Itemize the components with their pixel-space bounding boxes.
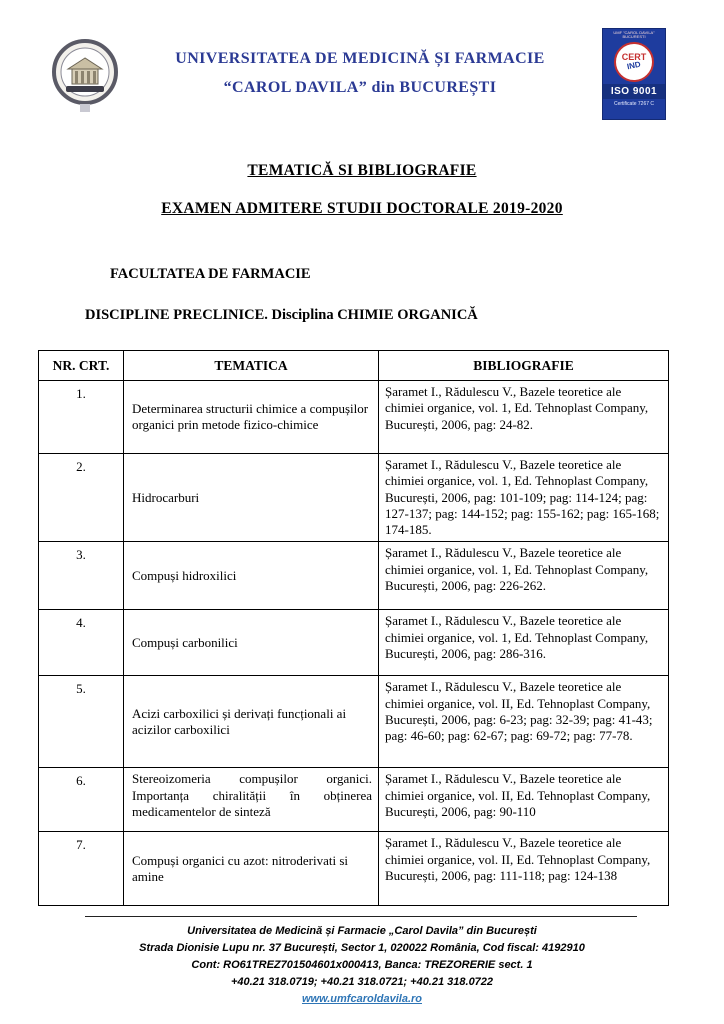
table-header-row [39, 351, 669, 381]
tematica-cell: Compuși organici cu azot: nitroderivati si amine [124, 832, 379, 906]
row-number-cell: 7. [39, 832, 124, 906]
bibliografie-cell: Șaramet I., Rădulescu V., Bazele teoretice ale chimiei organice, vol. 1, Ed. Tehnoplast Company, București, 2006, pag: 101-109; pag: 114-124; pag: 127-137; pag: 144-152; pag: 155-162; pag: 165-168; 174-185. [379, 454, 669, 542]
column-header-nr-crt: NR. CRT. [39, 351, 124, 381]
table-row [39, 832, 669, 906]
row-number-cell: 6. [39, 768, 124, 832]
bibliografie-cell: Șaramet I., Rădulescu V., Bazele teoretice ale chimiei organice, vol. II, Ed. Tehnoplast Company, București, 2006, pag: 111-118; pag: 124-138 [379, 832, 669, 906]
document-header [0, 0, 724, 120]
row-number-cell: 3. [39, 542, 124, 610]
row-number-cell: 4. [39, 610, 124, 676]
tematica-cell: Compuși carbonilici [124, 610, 379, 676]
bibliografie-cell: Șaramet I., Rădulescu V., Bazele teoretice ale chimiei organice, vol. II, Ed. Tehnoplast Company, București, 2006, pag: 90-110 [379, 768, 669, 832]
bibliografie-cell: Șaramet I., Rădulescu V., Bazele teoretice ale chimiei organice, vol. 1, Ed. Tehnoplast Company, București, 2006, pag: 286-316. [379, 610, 669, 676]
discipline-heading: DISCIPLINE PRECLINICE. Disciplina CHIMIE ORGANICĂ [85, 307, 478, 323]
iso-badge-top-text: UMF "CAROL DAVILA" BUCURESTI [613, 30, 655, 40]
university-seal-logo [52, 34, 118, 114]
tematica-cell: Hidrocarburi [124, 454, 379, 542]
row-number-cell: 2. [39, 454, 124, 542]
bibliografie-cell: Șaramet I., Rădulescu V., Bazele teoretice ale chimiei organice, vol. 1, Ed. Tehnoplast Company, București, 2006, pag: 24-82. [379, 381, 669, 454]
tematica-cell: Compuși hidroxilici [124, 542, 379, 610]
table-row [39, 381, 669, 454]
doc-title-line2: EXAMEN ADMITERE STUDII DOCTORALE 2019-2020 [161, 200, 563, 217]
cert-label: CERT [621, 52, 647, 63]
tematica-cell: Stereoizomeria compușilor organici. Importanța chiralității în obținerea medicamentelor de sinteză [124, 768, 379, 832]
iso-9001-label: ISO 9001 [603, 84, 665, 99]
footer-line-phones: +40.21 318.0719; +40.21 318.0721; +40.21 318.0722 [230, 976, 494, 989]
row-number-cell: 5. [39, 676, 124, 768]
table-row [39, 768, 669, 832]
bibliography-table [38, 350, 669, 906]
doc-title-line1: TEMATICĂ SI BIBLIOGRAFIE [247, 162, 477, 179]
university-name-line1: UNIVERSITATEA DE MEDICINĂ ȘI FARMACIE [175, 50, 545, 68]
iso-9001-badge [602, 28, 666, 120]
document-title-block [0, 162, 724, 218]
document-footer [0, 916, 724, 1008]
university-title [118, 45, 602, 103]
faculty-heading: FACULTATEA DE FARMACIE [110, 266, 311, 282]
table-row [39, 542, 669, 610]
footer-line-university: Universitatea de Medicină și Farmacie „Carol Davila” din București [187, 925, 537, 938]
footer-line-account: Cont: RO61TREZ701504601x000413, Banca: TREZORERIE sect. 1 [191, 959, 533, 972]
website-link[interactable]: www.umfcaroldavila.ro [301, 993, 422, 1006]
tematica-cell: Acizi carboxilici și derivați funcționali ai acizilor carboxilici [124, 676, 379, 768]
footer-line-address: Strada Dionisie Lupu nr. 37 București, Sector 1, 020022 România, Cod fiscal: 4192910 [139, 942, 585, 955]
table-row [39, 676, 669, 768]
iso-certificate-number: Certificate 7267 C [613, 100, 655, 107]
table-row [39, 610, 669, 676]
table-row [39, 454, 669, 542]
cert-ind-logo-icon [614, 42, 654, 82]
tematica-cell: Determinarea structurii chimice a compușilor organici prin metode fizico-chimice [124, 381, 379, 454]
university-name-line2: “CAROL DAVILA” din BUCUREȘTI [223, 79, 497, 96]
ind-label: IND [626, 59, 642, 72]
column-header-bibliografie: BIBLIOGRAFIE [379, 351, 669, 381]
footer-divider [85, 916, 637, 917]
bibliografie-cell: Șaramet I., Rădulescu V., Bazele teoretice ale chimiei organice, vol. 1, Ed. Tehnoplast Company, București, 2006, pag: 226-262. [379, 542, 669, 610]
column-header-tematica: TEMATICA [124, 351, 379, 381]
row-number-cell: 1. [39, 381, 124, 454]
bibliografie-cell: Șaramet I., Rădulescu V., Bazele teoretice ale chimiei organice, vol. II, Ed. Tehnoplast Company, București, 2006, pag: 6-23; pag: 32-39; pag: 41-43; pag: 46-60; pag: 62-67; pag: 69-72; pag: 77-78. [379, 676, 669, 768]
